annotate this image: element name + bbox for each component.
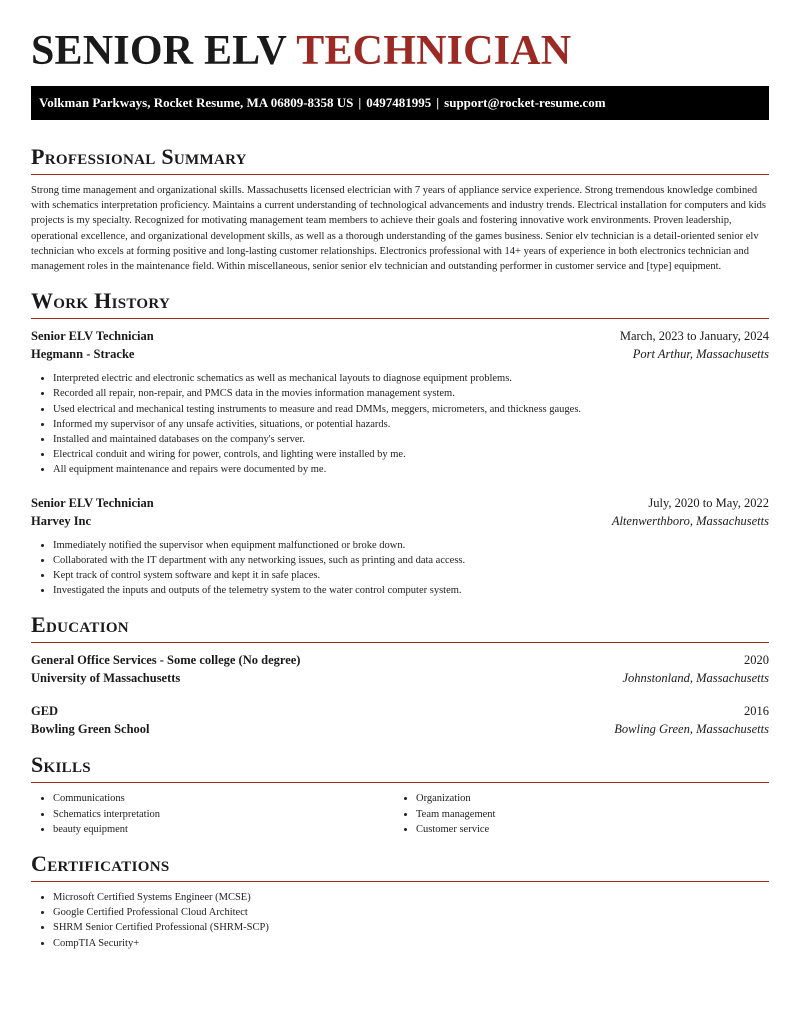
job-entry bbox=[31, 494, 769, 599]
education-school-row bbox=[31, 720, 769, 738]
education-degree-row bbox=[31, 702, 769, 720]
education-heading: Education bbox=[31, 612, 769, 643]
contact-email: support@rocket-resume.com bbox=[444, 95, 606, 110]
job-location: Port Arthur, Massachusetts bbox=[632, 347, 769, 362]
title-role-accent: TECHNICIAN bbox=[296, 28, 572, 74]
certification-item: • CompTIA Security+ bbox=[53, 936, 769, 951]
skills-list-left bbox=[31, 791, 394, 837]
education-year: 2016 bbox=[744, 704, 769, 719]
job-title: Senior ELV Technician bbox=[31, 329, 154, 344]
job-company-row bbox=[31, 345, 769, 363]
skill-item: • Schematics interpretation bbox=[53, 807, 394, 822]
contact-address: Volkman Parkways, Rocket Resume, MA 06809-8358 US bbox=[39, 95, 354, 110]
education-school-row bbox=[31, 669, 769, 687]
skills-heading: Skills bbox=[31, 752, 769, 783]
skill-item: • beauty equipment bbox=[53, 822, 394, 837]
job-bullets bbox=[31, 538, 769, 599]
list-item: • Installed and maintained databases on the company's server. bbox=[53, 432, 769, 447]
list-item: • Electrical conduit and wiring for power, controls, and lighting were installed by me. bbox=[53, 447, 769, 462]
skills-section bbox=[31, 752, 769, 837]
certifications-heading: Certifications bbox=[31, 851, 769, 882]
list-item: • Recorded all repair, non-repair, and PMCS data in the movies information management system. bbox=[53, 386, 769, 401]
title-role: SENIOR ELV bbox=[31, 28, 287, 74]
resume-title bbox=[31, 0, 769, 73]
skills-columns bbox=[31, 791, 769, 837]
job-location: Altenwerthboro, Massachusetts bbox=[611, 513, 769, 528]
skill-item: • Customer service bbox=[416, 822, 757, 837]
certification-item: • SHRM Senior Certified Professional (SHRM-SCP) bbox=[53, 920, 769, 935]
education-entry bbox=[31, 651, 769, 687]
job-title: Senior ELV Technician bbox=[31, 495, 154, 510]
contact-phone: 0497481995 bbox=[366, 95, 432, 110]
list-item: • Informed my supervisor of any unsafe activities, situations, or potential hazards. bbox=[53, 417, 769, 432]
job-entry bbox=[31, 327, 769, 477]
education-degree-row bbox=[31, 651, 769, 669]
education-location: Johnstonland, Massachusetts bbox=[622, 671, 769, 686]
job-header-row bbox=[31, 494, 769, 512]
education-degree: GED bbox=[31, 704, 59, 719]
job-company: Harvey Inc bbox=[31, 513, 92, 528]
contact-separator: | bbox=[358, 95, 362, 110]
list-item: • Collaborated with the IT department with any networking issues, such as printing and data access. bbox=[53, 553, 769, 568]
list-item: • Used electrical and mechanical testing instruments to measure and read DMMs, meggers, micrometers, and thickness gauges. bbox=[53, 402, 769, 417]
job-bullets bbox=[31, 371, 769, 477]
job-dates: March, 2023 to January, 2024 bbox=[619, 329, 769, 344]
education-year: 2020 bbox=[744, 653, 769, 668]
certifications-section bbox=[31, 851, 769, 951]
summary-text: Strong time management and organizational skills. Massachusetts licensed electrician with 7 years of appliance service experience. Strong tremendous knowledge combined with schematics interpretation proficiency. Maintains a current understanding of technological advancements and industry trends. Electrical installation for computers and kids projects is my specialty. Recognized for motivating management team members to achieve their goals and fostering innovative work environments. Proven leadership, operational excellence, and organizational development skills, as well as a thorough understanding of the games business. Senior elv technician is a detail-oriented senior elv technician who excels at forming positive and long-lasting customer relationships. Electronics professional with 14+ years of experience in both electronics technician and management roles in the maintenance field. Within miscellaneous, senior senior elv technician and outstanding performer in customer service and [type] equipment. bbox=[31, 185, 766, 273]
certifications-list bbox=[31, 890, 769, 951]
job-header-row bbox=[31, 327, 769, 345]
skill-item: • Organization bbox=[416, 791, 757, 806]
education-location: Bowling Green, Massachusetts bbox=[614, 722, 769, 737]
contact-bar bbox=[31, 86, 769, 120]
list-item: • Immediately notified the supervisor when equipment malfunctioned or broke down. bbox=[53, 538, 769, 553]
resume-page bbox=[31, 0, 769, 951]
skill-item: • Communications bbox=[53, 791, 394, 806]
education-degree: General Office Services - Some college (No degree) bbox=[31, 653, 301, 668]
education-school: Bowling Green School bbox=[31, 722, 150, 737]
education-entry bbox=[31, 702, 769, 738]
certification-item: • Microsoft Certified Systems Engineer (MCSE) bbox=[53, 890, 769, 905]
skills-list-right bbox=[394, 791, 757, 837]
job-dates: July, 2020 to May, 2022 bbox=[648, 495, 769, 510]
work-history-heading: Work History bbox=[31, 288, 769, 319]
certification-item: • Google Certified Professional Cloud Architect bbox=[53, 905, 769, 920]
list-item: • Kept track of control system software and kept it in safe places. bbox=[53, 568, 769, 583]
education-section bbox=[31, 612, 769, 738]
work-history-section bbox=[31, 288, 769, 598]
summary-section bbox=[31, 144, 769, 274]
list-item: • All equipment maintenance and repairs were documented by me. bbox=[53, 462, 769, 477]
summary-heading: Professional Summary bbox=[31, 144, 769, 175]
contact-separator: | bbox=[436, 95, 440, 110]
job-company: Hegmann - Stracke bbox=[31, 347, 135, 362]
list-item: • Investigated the inputs and outputs of the telemetry system to the water control computer system. bbox=[53, 583, 769, 598]
list-item: • Interpreted electric and electronic schematics as well as mechanical layouts to diagnose equipment problems. bbox=[53, 371, 769, 386]
skill-item: • Team management bbox=[416, 807, 757, 822]
job-company-row bbox=[31, 512, 769, 530]
education-school: University of Massachusetts bbox=[31, 671, 181, 686]
